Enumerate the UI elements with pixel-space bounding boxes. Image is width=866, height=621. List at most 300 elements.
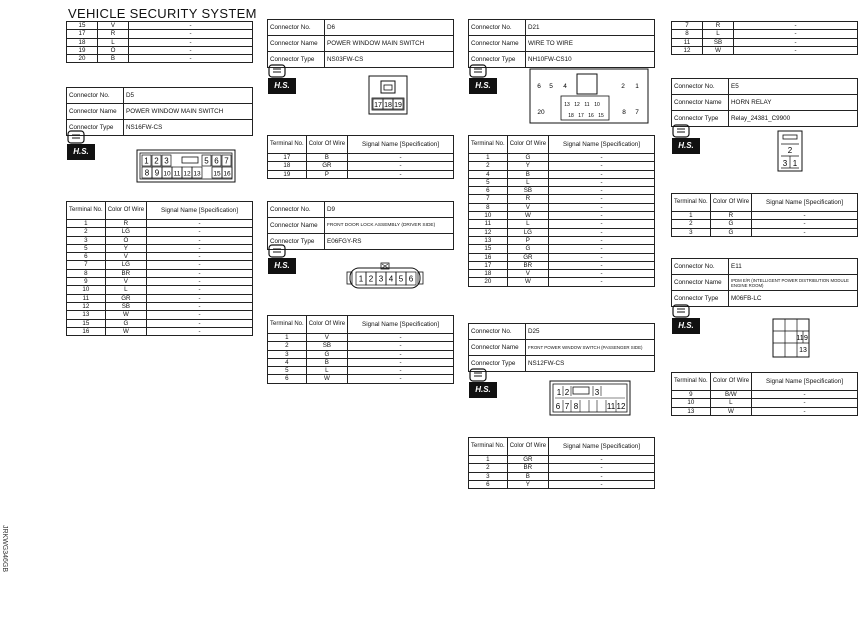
table-row <box>469 261 655 269</box>
d5-connector-diagram <box>136 149 236 183</box>
harness-side-icon <box>268 244 296 274</box>
terminal-cell: 2 <box>469 162 508 170</box>
terminal-cell: 16 <box>67 327 106 335</box>
terminal-cell: 1 <box>469 154 508 162</box>
svg-text:20: 20 <box>537 109 545 116</box>
table-row <box>469 245 655 253</box>
hs-label: H.S. <box>268 258 296 274</box>
wire-color-cell: R <box>703 22 734 30</box>
pin-label: 4 <box>388 274 394 284</box>
table-row <box>672 46 858 54</box>
signal-cell: - <box>752 407 858 415</box>
wire-color-cell: G <box>507 154 548 162</box>
wire-color-cell: W <box>105 327 146 335</box>
wire-color-cell: V <box>105 278 146 286</box>
table-row <box>67 286 253 294</box>
pin-label: 19 <box>394 102 402 109</box>
wire-color-cell: GR <box>306 162 347 170</box>
signal-cell: - <box>752 220 858 228</box>
svg-text:2: 2 <box>564 388 570 397</box>
terminal-cell: 13 <box>672 407 711 415</box>
e5-terminal-table <box>671 193 858 237</box>
signal-cell: - <box>147 294 253 302</box>
conn-type-label: Connector Type <box>268 52 325 68</box>
signal-header: Signal Name [Specification] <box>348 136 454 154</box>
signal-cell: - <box>549 464 655 472</box>
wire-color-cell: B <box>306 358 347 366</box>
signal-cell: - <box>348 358 454 366</box>
conn-type-label: Connector Type <box>672 111 729 127</box>
table-row <box>469 472 655 480</box>
table-row <box>672 220 858 228</box>
signal-cell: - <box>752 212 858 220</box>
table-row <box>672 38 858 46</box>
wire-color-cell: R <box>105 220 146 228</box>
signal-cell: - <box>348 367 454 375</box>
terminal-cell: 3 <box>469 472 508 480</box>
pin-label: 5 <box>398 274 404 284</box>
conn-no-label: Connector No. <box>469 324 526 340</box>
signal-cell: - <box>549 472 655 480</box>
table-row <box>469 212 655 220</box>
signal-cell: - <box>147 278 253 286</box>
hs-label: H.S. <box>268 78 296 94</box>
terminal-header: Terminal No. <box>469 136 508 154</box>
table-row <box>67 30 253 38</box>
terminal-cell: 19 <box>67 46 98 54</box>
conn-type-value: E06FGY-RS <box>325 234 454 250</box>
wire-color-cell: P <box>507 236 548 244</box>
signal-cell: - <box>147 244 253 252</box>
table-row <box>67 261 253 269</box>
terminal-cell: 9 <box>672 391 711 399</box>
terminal-cell: 5 <box>67 244 106 252</box>
table-row <box>672 228 858 236</box>
terminal-cell: 16 <box>469 253 508 261</box>
color-header: Color Of Wire <box>306 136 347 154</box>
table-row <box>469 464 655 472</box>
table-row <box>67 55 253 63</box>
signal-cell: - <box>549 270 655 278</box>
table-row <box>469 178 655 186</box>
conn-no-value: D21 <box>526 20 655 36</box>
hs-label: H.S. <box>672 318 700 334</box>
pin-label: 16 <box>223 170 231 178</box>
wire-color-cell: B <box>306 154 347 162</box>
signal-cell: - <box>348 334 454 342</box>
d25-connector-info <box>468 323 655 372</box>
svg-text:2: 2 <box>787 146 793 155</box>
terminal-cell: 10 <box>672 399 711 407</box>
wire-color-cell: L <box>306 367 347 375</box>
table-row <box>469 253 655 261</box>
svg-text:7: 7 <box>635 109 639 116</box>
conn-name-value: FRONT POWER WINDOW SWITCH (PASSENGER SIDE) <box>526 340 655 356</box>
terminal-cell: 4 <box>469 170 508 178</box>
signal-cell: - <box>549 187 655 195</box>
terminal-cell: 1 <box>469 456 508 464</box>
pin-label: 5 <box>204 156 209 166</box>
table-row <box>67 269 253 277</box>
terminal-cell: 12 <box>672 46 703 54</box>
conn-name-value: POWER WINDOW MAIN SWITCH <box>124 104 253 120</box>
terminal-cell: 17 <box>469 261 508 269</box>
signal-cell: - <box>549 178 655 186</box>
harness-side-icon <box>672 124 700 154</box>
wire-color-cell: V <box>507 203 548 211</box>
table-row <box>672 22 858 30</box>
pin-label: 2 <box>154 156 159 166</box>
signal-header: Signal Name [Specification] <box>549 438 655 456</box>
conn-type-value: NS03FW-CS <box>325 52 454 68</box>
terminal-cell: 20 <box>67 55 98 63</box>
terminal-cell: 3 <box>672 228 711 236</box>
svg-text:11: 11 <box>796 335 804 342</box>
terminal-cell: 2 <box>268 342 307 350</box>
signal-cell: - <box>348 162 454 170</box>
wire-color-cell: G <box>710 220 751 228</box>
signal-cell: - <box>129 38 253 46</box>
table-row <box>67 327 253 335</box>
table-row <box>672 407 858 415</box>
terminal-cell: 10 <box>67 286 106 294</box>
wire-color-cell: V <box>507 270 548 278</box>
terminal-header: Terminal No. <box>672 194 711 212</box>
terminal-cell: 7 <box>672 22 703 30</box>
terminal-cell: 13 <box>469 236 508 244</box>
svg-text:8: 8 <box>622 109 626 116</box>
table-row <box>268 342 454 350</box>
wire-color-cell: O <box>98 46 129 54</box>
signal-cell: - <box>549 162 655 170</box>
svg-text:3: 3 <box>594 388 600 397</box>
table-row <box>469 195 655 203</box>
signal-cell: - <box>348 350 454 358</box>
signal-header: Signal Name [Specification] <box>147 202 253 220</box>
conn-name-value: HORN RELAY <box>729 95 858 111</box>
terminal-cell: 8 <box>67 269 106 277</box>
signal-cell: - <box>549 278 655 286</box>
terminal-cell: 15 <box>469 245 508 253</box>
d21-connector-diagram <box>529 68 649 124</box>
table-row <box>469 162 655 170</box>
harness-side-icon <box>672 304 700 334</box>
svg-text:4: 4 <box>563 83 567 90</box>
wire-color-cell: V <box>105 253 146 261</box>
svg-text:13: 13 <box>799 347 807 354</box>
terminal-cell: 8 <box>672 30 703 38</box>
wire-color-cell: R <box>710 212 751 220</box>
e11-terminal-table <box>671 372 858 416</box>
table-row <box>268 358 454 366</box>
terminal-cell: 7 <box>67 261 106 269</box>
harness-side-icon <box>268 64 296 94</box>
conn-no-value: D25 <box>526 324 655 340</box>
svg-text:7: 7 <box>564 402 570 411</box>
d5-connector-info <box>66 87 253 136</box>
terminal-cell: 5 <box>469 178 508 186</box>
pin-label: 9 <box>154 168 160 178</box>
table-row <box>268 367 454 375</box>
wire-color-cell: L <box>105 286 146 294</box>
table-row <box>469 203 655 211</box>
d6-connector-info <box>267 19 454 68</box>
d5-terminal-table <box>66 201 253 336</box>
terminal-cell: 3 <box>268 350 307 358</box>
signal-cell: - <box>752 228 858 236</box>
table-row <box>67 220 253 228</box>
pin-label: 3 <box>164 156 169 166</box>
wire-color-cell: L <box>710 399 751 407</box>
signal-cell: - <box>147 311 253 319</box>
terminal-cell: 11 <box>67 294 106 302</box>
conn-type-label: Connector Type <box>67 120 124 136</box>
wire-color-cell: L <box>507 178 548 186</box>
wire-color-cell: BR <box>507 261 548 269</box>
signal-cell: - <box>348 170 454 178</box>
terminal-cell: 15 <box>67 319 106 327</box>
d21-continued-table <box>671 21 858 55</box>
signal-cell: - <box>752 391 858 399</box>
color-header: Color Of Wire <box>710 373 751 391</box>
table-row <box>469 480 655 488</box>
conn-name-label: Connector Name <box>469 340 526 356</box>
signal-cell: - <box>147 319 253 327</box>
svg-text:10: 10 <box>594 102 600 108</box>
table-row <box>67 236 253 244</box>
signal-header: Signal Name [Specification] <box>752 194 858 212</box>
terminal-cell: 18 <box>469 270 508 278</box>
signal-cell: - <box>549 203 655 211</box>
terminal-header: Terminal No. <box>268 316 307 334</box>
terminal-header: Terminal No. <box>268 136 307 154</box>
signal-cell: - <box>549 253 655 261</box>
pin-label: 15 <box>213 170 221 178</box>
terminal-header: Terminal No. <box>67 202 106 220</box>
svg-text:1: 1 <box>635 83 639 90</box>
signal-cell: - <box>348 154 454 162</box>
conn-type-value: M06FB-LC <box>729 291 858 307</box>
conn-no-label: Connector No. <box>67 88 124 104</box>
signal-cell: - <box>147 236 253 244</box>
color-header: Color Of Wire <box>306 316 347 334</box>
table-row <box>67 302 253 310</box>
svg-text:1: 1 <box>792 159 798 168</box>
signal-cell: - <box>549 456 655 464</box>
signal-cell: - <box>147 286 253 294</box>
svg-text:8: 8 <box>573 402 579 411</box>
terminal-cell: 3 <box>67 236 106 244</box>
page-title: VEHICLE SECURITY SYSTEM <box>68 6 257 21</box>
table-row <box>469 187 655 195</box>
wire-color-cell: G <box>105 319 146 327</box>
conn-type-value: Relay_24381_C9900 <box>729 111 858 127</box>
conn-no-value: D5 <box>124 88 253 104</box>
conn-no-label: Connector No. <box>672 79 729 95</box>
conn-name-value: IPDM E/R (INTELLIGENT POWER DISTRIBUTION MODULE ENGINE ROOM) <box>729 275 858 291</box>
table-row <box>469 278 655 286</box>
signal-cell: - <box>348 375 454 383</box>
table-row <box>268 162 454 170</box>
conn-type-label: Connector Type <box>469 52 526 68</box>
conn-no-label: Connector No. <box>469 20 526 36</box>
wire-color-cell: G <box>710 228 751 236</box>
e11-connector-info <box>671 258 858 307</box>
terminal-header: Terminal No. <box>672 373 711 391</box>
pin-label: 11 <box>173 170 181 178</box>
signal-cell: - <box>734 22 858 30</box>
terminal-cell: 1 <box>67 220 106 228</box>
svg-text:1: 1 <box>556 388 562 397</box>
conn-type-label: Connector Type <box>268 234 325 250</box>
color-header: Color Of Wire <box>105 202 146 220</box>
e5-connector-info <box>671 78 858 127</box>
conn-name-value: FRONT DOOR LOCK ASSEMBLY (DRIVER SIDE) <box>325 218 454 234</box>
svg-text:6: 6 <box>555 402 561 411</box>
table-row <box>67 22 253 30</box>
signal-cell: - <box>129 30 253 38</box>
svg-text:12: 12 <box>574 102 580 108</box>
conn-no-value: D6 <box>325 20 454 36</box>
table-row <box>67 46 253 54</box>
hs-label: H.S. <box>469 78 497 94</box>
terminal-cell: 6 <box>469 480 508 488</box>
signal-cell: - <box>549 261 655 269</box>
pin-label: 6 <box>408 274 414 284</box>
d21-terminal-table <box>468 135 655 287</box>
color-header: Color Of Wire <box>507 438 548 456</box>
signal-cell: - <box>147 302 253 310</box>
wire-color-cell: W <box>105 311 146 319</box>
harness-side-icon <box>469 368 497 398</box>
d9-connector-diagram <box>346 262 424 292</box>
wire-color-cell: BR <box>105 269 146 277</box>
terminal-cell: 13 <box>67 311 106 319</box>
d6-terminal-table <box>267 135 454 179</box>
wire-color-cell: L <box>98 38 129 46</box>
svg-text:3: 3 <box>782 159 788 168</box>
svg-text:16: 16 <box>588 113 594 119</box>
terminal-cell: 5 <box>268 367 307 375</box>
wire-color-cell: LG <box>507 228 548 236</box>
wire-color-cell: LG <box>105 261 146 269</box>
signal-cell: - <box>147 327 253 335</box>
table-row <box>268 334 454 342</box>
conn-name-label: Connector Name <box>469 36 526 52</box>
svg-text:5: 5 <box>549 83 553 90</box>
pin-label: 18 <box>384 102 392 109</box>
terminal-cell: 6 <box>67 253 106 261</box>
table-row <box>469 270 655 278</box>
table-row <box>67 294 253 302</box>
d21-connector-info <box>468 19 655 68</box>
table-row <box>672 30 858 38</box>
table-row <box>67 38 253 46</box>
pin-label: 6 <box>214 156 219 166</box>
svg-text:13: 13 <box>564 102 570 108</box>
signal-cell: - <box>129 55 253 63</box>
terminal-cell: 4 <box>268 358 307 366</box>
table-row <box>67 311 253 319</box>
wire-color-cell: G <box>507 245 548 253</box>
conn-name-label: Connector Name <box>67 104 124 120</box>
terminal-cell: 12 <box>67 302 106 310</box>
svg-text:11: 11 <box>584 102 590 108</box>
key-slot <box>182 157 198 163</box>
table-row <box>67 228 253 236</box>
svg-text:11: 11 <box>606 402 616 411</box>
wire-color-cell: V <box>98 22 129 30</box>
conn-type-label: Connector Type <box>672 291 729 307</box>
terminal-cell: 11 <box>672 38 703 46</box>
terminal-cell: 9 <box>67 278 106 286</box>
wire-color-cell: W <box>710 407 751 415</box>
harness-side-icon <box>469 64 497 94</box>
signal-cell: - <box>147 220 253 228</box>
signal-cell: - <box>549 170 655 178</box>
terminal-cell: 2 <box>67 228 106 236</box>
wire-color-cell: BR <box>507 464 548 472</box>
wire-color-cell: R <box>507 195 548 203</box>
table-row <box>67 253 253 261</box>
wire-color-cell: R <box>98 30 129 38</box>
terminal-cell: 2 <box>469 464 508 472</box>
wire-color-cell: L <box>507 220 548 228</box>
svg-text:12: 12 <box>616 402 626 411</box>
terminal-cell: 1 <box>268 334 307 342</box>
pin-label: 17 <box>374 102 382 109</box>
signal-cell: - <box>549 228 655 236</box>
conn-type-label: Connector Type <box>469 356 526 372</box>
d25-terminal-table <box>468 437 655 489</box>
table-row <box>469 236 655 244</box>
e5-connector-diagram <box>777 130 803 172</box>
wire-color-cell: L <box>703 30 734 38</box>
terminal-cell: 7 <box>469 195 508 203</box>
wire-color-cell: W <box>703 46 734 54</box>
wire-color-cell: SB <box>507 187 548 195</box>
terminal-cell: 20 <box>469 278 508 286</box>
signal-cell: - <box>734 30 858 38</box>
terminal-cell: 19 <box>268 170 307 178</box>
d25-connector-diagram <box>549 380 631 416</box>
terminal-cell: 2 <box>672 220 711 228</box>
signal-cell: - <box>348 342 454 350</box>
svg-text:9: 9 <box>804 335 808 342</box>
pin-label: 8 <box>144 168 150 178</box>
table-row <box>469 456 655 464</box>
conn-no-label: Connector No. <box>268 202 325 218</box>
wire-color-cell: W <box>306 375 347 383</box>
svg-text:15: 15 <box>598 113 604 119</box>
wire-color-cell: W <box>507 278 548 286</box>
wire-color-cell: P <box>306 170 347 178</box>
terminal-cell: 18 <box>268 162 307 170</box>
signal-cell: - <box>752 399 858 407</box>
wire-color-cell: W <box>507 212 548 220</box>
table-row <box>67 278 253 286</box>
table-row <box>67 319 253 327</box>
table-row <box>268 170 454 178</box>
wire-color-cell: GR <box>507 456 548 464</box>
terminal-cell: 1 <box>672 212 711 220</box>
signal-cell: - <box>147 228 253 236</box>
svg-text:2: 2 <box>621 83 625 90</box>
signal-header: Signal Name [Specification] <box>549 136 655 154</box>
wire-color-cell: Y <box>507 162 548 170</box>
conn-type-value: NS16FW-CS <box>124 120 253 136</box>
wire-color-cell: O <box>105 236 146 244</box>
